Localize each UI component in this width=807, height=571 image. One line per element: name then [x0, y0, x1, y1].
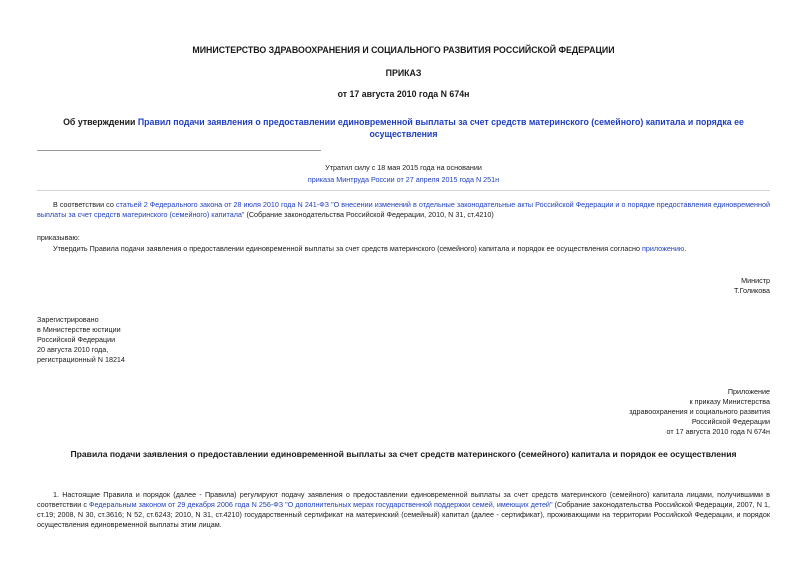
title-link[interactable]: Правил подачи заявления о предоставлении единовременной выплаты за счет средств материнского (семейного) капитала и порядка ее осуществления [137, 117, 744, 139]
order-text: Утвердить Правила подачи заявления о предоставлении единовременной выплаты за счет средств материнского (семейного) капитала и порядок ее осуществления согласно [53, 244, 642, 253]
document-date: от 17 августа 2010 года N 674н [337, 89, 470, 99]
preamble-paragraph [37, 200, 770, 220]
ministry-heading: МИНИСТЕРСТВО ЗДРАВООХРАНЕНИЯ И СОЦИАЛЬНОГО РАЗВИТИЯ РОССИЙСКОЙ ФЕДЕРАЦИИ [192, 45, 615, 55]
signature [734, 276, 770, 296]
appendix-line: здравоохранения и социального развития [629, 407, 770, 416]
title-divider [37, 150, 321, 151]
document-title [60, 116, 747, 140]
rules-title: Правила подачи заявления о предоставлении единовременной выплаты за счет средств материнского (семейного) капитала и порядок ее осуществления [70, 449, 737, 459]
registration-line: Зарегистрировано [37, 315, 99, 324]
registration-block [37, 315, 125, 365]
document-type: ПРИКАЗ [385, 68, 422, 78]
signature-name: Т.Голикова [733, 286, 770, 295]
registration-line: Российской Федерации [37, 335, 116, 344]
order-paragraph [53, 244, 773, 254]
appendix-line: Приложение [727, 387, 770, 396]
appendix-line: от 17 августа 2010 года N 674н [666, 427, 770, 436]
registration-line: в Министерстве юстиции [37, 325, 121, 334]
preamble-text-2: (Собрание законодательства Российской Федерации, 2010, N 31, ст.4210) [244, 210, 494, 219]
signature-position: Министр [741, 276, 770, 285]
appendix-link[interactable]: приложению [641, 244, 685, 253]
paragraph1-text-2: (Собрание законодательства Российской Федерации, 2007, N 1, ст.19; 2008, N 30, ст.3616; N 52, ст.6243; 2010, N 31, ст.4210) государственный сертификат на материнский (семейный) капитал (далее - сертификат), проживающими на территории Российской Федерации, и порядок осуществления единовременной выплаты этим лицам. [37, 500, 770, 529]
federal-law-link[interactable]: Федеральным законом от 29 декабря 2006 года N 256-ФЗ "О дополнительных мерах государственной поддержки семей, имеющих детей" [89, 500, 553, 509]
appendix-line: к приказу Министерства [689, 397, 770, 406]
rules-paragraph-1 [37, 490, 770, 530]
registration-line: регистрационный N 18214 [37, 355, 125, 364]
appendix-block [629, 387, 770, 437]
status-line-1: Утратил силу с 18 мая 2015 года на основании [325, 163, 482, 172]
preamble-text-1: В соответствии со [53, 200, 116, 209]
order-word: приказываю: [37, 233, 80, 242]
registration-line: 20 августа 2010 года, [37, 345, 109, 354]
status-link[interactable]: приказа Минтруда России от 27 апреля 2015 года N 251н [307, 175, 500, 184]
paragraph1-text-1: 1. Настоящие Правила и порядок (далее - Правила) регулируют подачу заявления о предоставлении единовременной выплаты за счет средств материнского (семейного) капитала лицами, получившими в соответствии с [37, 490, 770, 509]
order-end: . [684, 244, 687, 253]
status-divider [37, 190, 770, 191]
appendix-line: Российской Федерации [691, 417, 770, 426]
title-prefix: Об утверждении [63, 117, 138, 127]
preamble-law-link[interactable]: статьей 2 Федерального закона от 28 июля 2010 года N 241-ФЗ "О внесении изменений в отдельные законодательные акты Российской Федерации и о порядке предоставления единовременной выплаты за счет средств материнского (семейного) капитала" [37, 200, 770, 219]
